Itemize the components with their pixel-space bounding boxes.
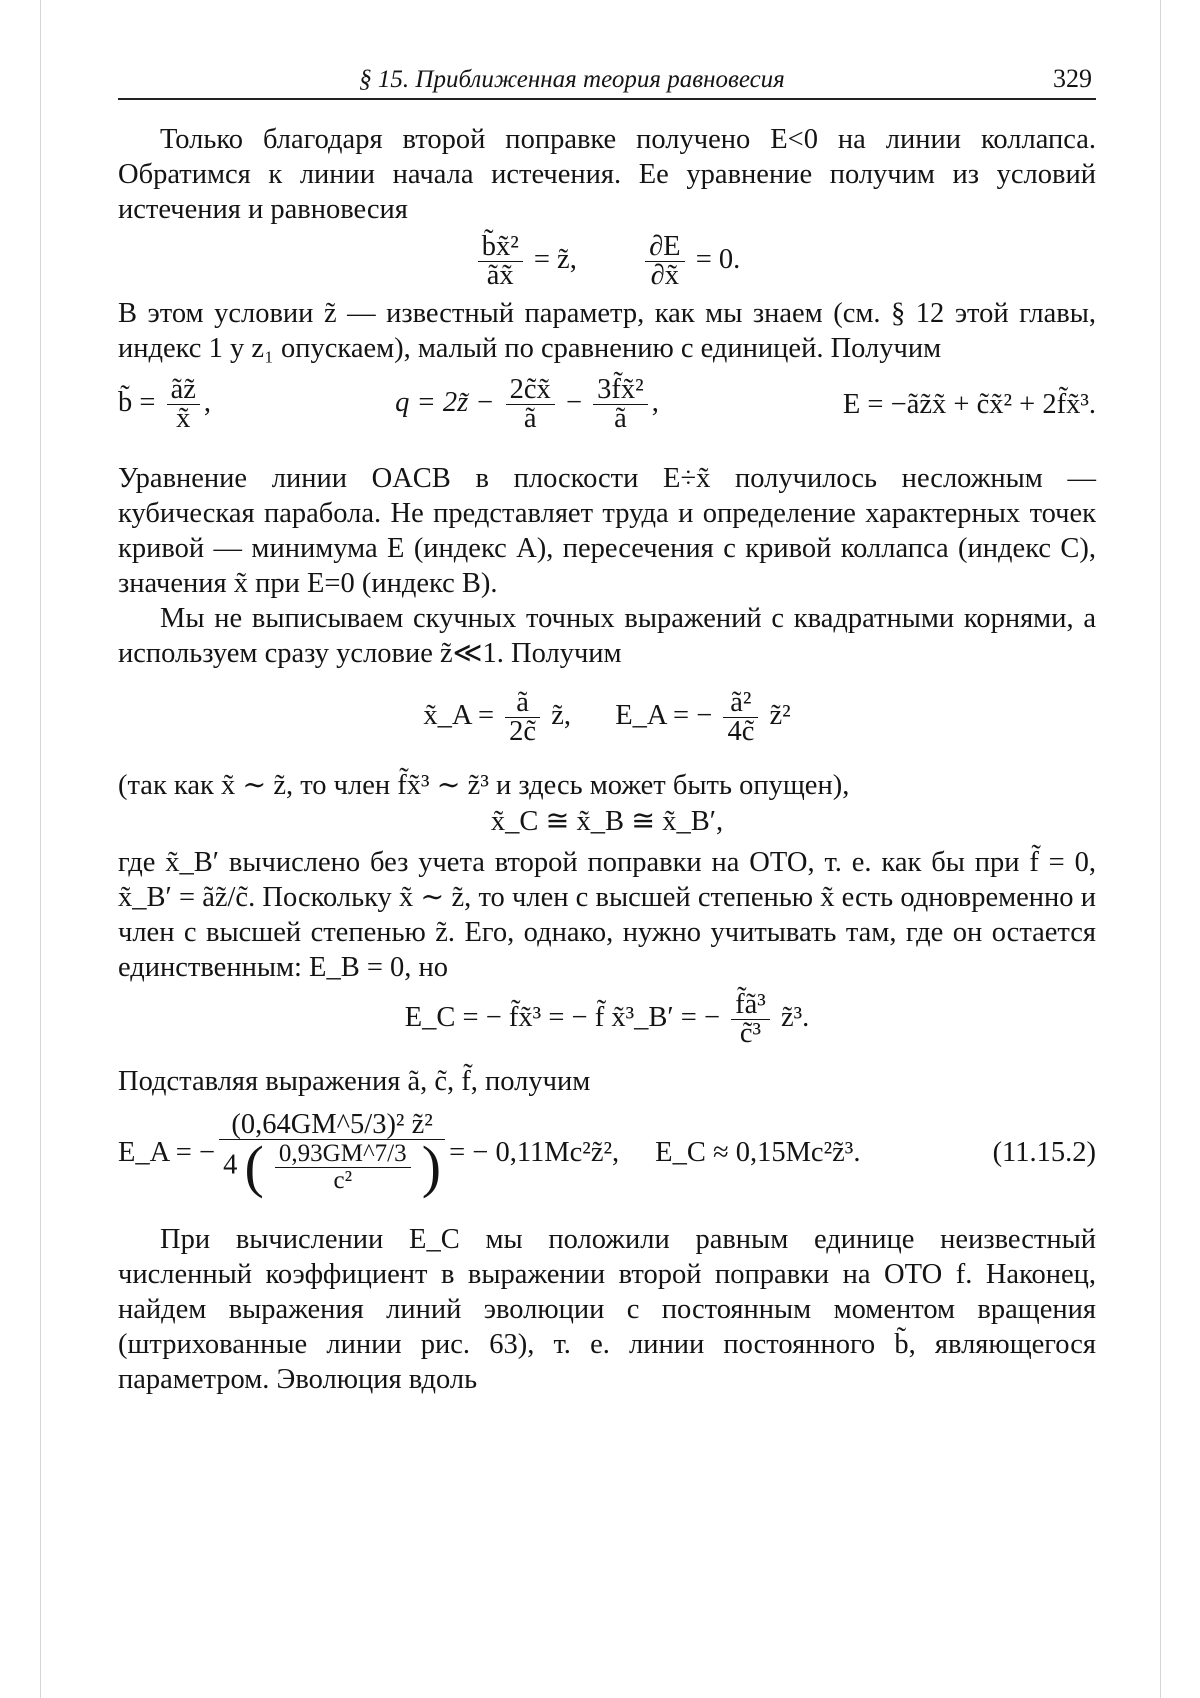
equation-number: (11.15.2)	[992, 1136, 1096, 1168]
page-left-edge	[40, 0, 41, 1698]
header-rule	[118, 98, 1096, 100]
fraction: $\frac{\partial E}{\partial x̃}$	[645, 233, 685, 290]
equation-outflow-equilibrium: $\frac{\text{b̃x̃²}}{ãx̃}$ = z̃, $\frac{\partial E}{\partial x̃}$ = 0.	[118, 233, 1096, 290]
fraction: $\frac{\text{ã²}}{4c̃}$	[723, 689, 758, 746]
fraction: $\frac{\text{3f̃x̃²}}{ã}$	[593, 376, 648, 433]
equation-xa-ea: x̃_A = $\frac{ã}{2c̃}$ z̃, E_A = − $\frac{\text{ã²}}{4c̃}$ z̃²	[423, 687, 791, 747]
equation-11-15-2: E_A = − (0,64GM^5/3)² z̃² 4 ( $\frac{0,93GM\^{}7/3}{\text{c²}}$ ) = − 0,11Mc²z̃², E_C ≈ 0,15Mc²z̃³. (11.15.2)	[118, 1109, 1096, 1199]
page-right-edge	[1160, 0, 1161, 1698]
paragraph-8: При вычислении E_C мы положили равным единице неизвестный численный коэффициент в выражении второй поправки на ОТО f. Наконец, найдем выражения линий эволюции с постоянным моментом вращения (штрихованные линии рис. 63), т. е. линии постоянного b̃, являющегося параметром. Эволюция вдоль	[118, 1224, 1096, 1395]
paragraph-6: где x̃_B′ вычислено без учета второй поправки на ОТО, т. е. как бы при f̃ = 0, x̃_B′ = ãz̃/c̃. Поскольку x̃ ∼ z̃, то член с высшей степенью x̃ есть одновременно и член с высшей степенью z̃. Его, однако, нужно учитывать там, где он остается единственным: E_B = 0, но	[118, 847, 1096, 983]
paragraph-2: В этом условии z̃ — известный параметр, как мы знаем (см. § 12 этой главы, индекс 1 у z₁ опускаем), малый по сравнению с единицей. Получим	[118, 298, 1096, 364]
equation-ec: E_C = − f̃x̃³ = − f̃ x̃³_B′ = − $\frac{\text{f̃ã³}}{\text{c̃³}}$ z̃³.	[404, 989, 810, 1049]
fraction: (0,64GM^5/3)² z̃² 4 ( $\frac{0,93GM\^{}7/3}{\text{c²}}$ )	[219, 1111, 445, 1194]
paragraph-5: (так как x̃ ∼ z̃, то член f̃x̃³ ∼ z̃³ и здесь может быть опущен),	[118, 770, 850, 801]
fraction: $\frac{\text{f̃ã³}}{\text{c̃³}}$	[731, 991, 770, 1048]
fraction: $\frac{2c̃x̃}{ã}$	[506, 376, 555, 433]
equation-xc-xb: x̃_C ≅ x̃_B ≅ x̃_B′,	[490, 806, 724, 837]
paragraph-4: Мы не выписываем скучных точных выражений с квадратными корнями, а используем сразу условие z̃≪1. Получим	[118, 603, 1096, 669]
fraction: $\frac{ã}{2c̃}$	[505, 689, 540, 746]
paragraph-3: Уравнение линии OACB в плоскости E÷x̃ получилось несложным — кубическая парабола. Не представляет труда и определение характерных точек кривой — минимума E (индекс A), пересечения с кривой коллапса (индекс C), значения x̃ при E=0 (индекс B).	[118, 463, 1096, 599]
page-body	[118, 122, 1096, 1397]
fraction: $\frac{ãz̃}{x̃}$	[167, 376, 200, 433]
paragraph-7: Подставляя выражения ã, c̃, f̃, получим	[118, 1066, 591, 1097]
page-number: 329	[1053, 64, 1092, 93]
section-title: § 15. Приближенная теория равновесия	[359, 66, 785, 93]
fraction: $\frac{0,93GM\^{}7/3}{\text{c²}}$	[275, 1141, 411, 1194]
paragraph-1: Только благодаря второй поправке получено E<0 на линии коллапса. Обратимся к линии начала истечения. Ее уравнение получим из условий истечения и равновесия	[118, 124, 1096, 225]
fraction: $\frac{\text{b̃x̃²}}{ãx̃}$	[478, 233, 523, 290]
equation-b-q-e: b̃ = $\frac{ãz̃}{x̃}$ , q = 2z̃ − $\frac{2c̃x̃}{ã}$ − $\frac{\text{3f̃x̃²}}{ã}$ , E = −ãz̃x̃ + c̃x̃² + 2f̃x̃³.	[118, 374, 1096, 434]
running-header	[118, 60, 1096, 100]
